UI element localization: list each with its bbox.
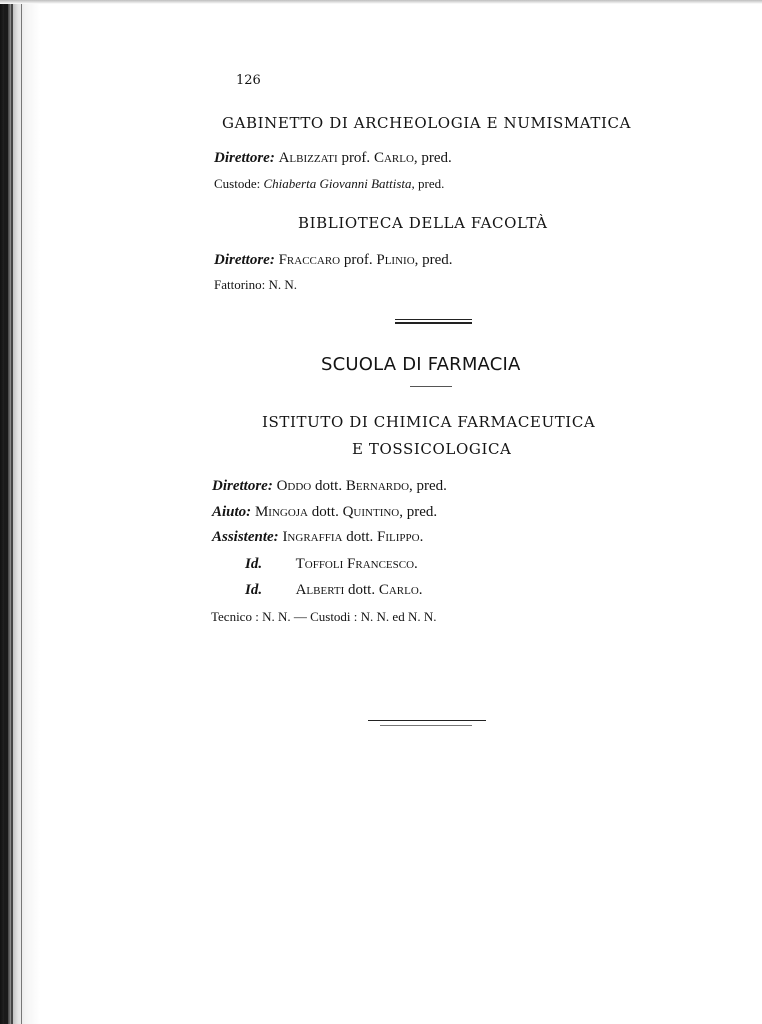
spine-edge	[21, 0, 22, 1024]
page-number: 126	[236, 73, 261, 88]
role-label: Custode:	[214, 176, 261, 191]
role-label: Assistente:	[212, 529, 279, 545]
separator-rule	[395, 322, 472, 324]
staff-title: prof.	[341, 150, 371, 166]
staff-firstname: Bernardo,	[345, 478, 413, 494]
role-label: Direttore:	[214, 252, 275, 268]
staff-note: pred.	[416, 478, 447, 494]
staff-name: N. N.	[268, 277, 298, 292]
spine-edge	[11, 0, 13, 1024]
spine-edge	[4, 0, 8, 1024]
staff-title: dott.	[315, 478, 343, 494]
staff-line-id-1	[245, 557, 418, 572]
staff-firstname: Filippo.	[377, 529, 424, 545]
staff-line-id-2	[245, 583, 423, 598]
staff-line-fattorino	[214, 278, 297, 291]
staff-firstname: Plinio,	[376, 252, 419, 268]
staff-name: Chiaberta Giovanni Battista,	[263, 176, 415, 191]
closing-rule	[380, 725, 472, 726]
staff-line-direttore-biblioteca	[214, 253, 453, 268]
school-title: SCUOLA DI FARMACIA	[321, 354, 521, 375]
staff-note: pred.	[421, 150, 452, 166]
staff-firstname: Carlo,	[373, 150, 418, 166]
staff-title: prof.	[343, 252, 373, 268]
page-top-edge	[0, 0, 762, 4]
role-label: Direttore:	[212, 478, 273, 494]
staff-line-direttore-gabinetto	[214, 151, 452, 166]
institute-heading-line2: E TOSSICOLOGICA	[352, 440, 512, 458]
staff-title: dott.	[346, 529, 374, 545]
staff-note: pred.	[418, 176, 445, 191]
separator-rule	[395, 319, 472, 320]
staff-title: dott.	[348, 582, 376, 598]
section-heading-biblioteca: BIBLIOTECA DELLA FACOLTÀ	[298, 214, 548, 232]
role-label: Aiuto:	[212, 504, 252, 520]
staff-firstname: Francesco.	[347, 556, 418, 572]
staff-firstname: Carlo.	[378, 582, 423, 598]
role-label: Fattorino:	[214, 277, 266, 292]
staff-line-tecnico-custodi: Tecnico : N. N. — Custodi : N. N. ed N. N.	[211, 609, 437, 624]
staff-surname: Ingraffia	[282, 529, 343, 545]
staff-line-custode	[214, 177, 444, 190]
closing-rule	[368, 720, 486, 721]
role-label: Id.	[245, 582, 263, 598]
staff-note: pred.	[406, 504, 438, 520]
staff-surname: Alberti	[295, 582, 345, 598]
role-label: Direttore:	[214, 150, 275, 166]
staff-title: dott.	[311, 504, 339, 520]
staff-surname: Albizzati	[278, 150, 338, 166]
staff-surname: Fraccaro	[278, 252, 341, 268]
staff-line-direttore-istituto	[212, 479, 447, 494]
staff-surname: Mingoja	[254, 504, 308, 520]
staff-firstname: Quintino,	[342, 504, 403, 520]
title-underline-rule	[410, 386, 452, 387]
staff-note: pred.	[422, 252, 453, 268]
staff-line-aiuto	[212, 505, 437, 520]
staff-line-assistente	[212, 530, 423, 545]
staff-surname: Toffoli	[295, 556, 344, 572]
staff-surname: Oddo	[276, 478, 312, 494]
institute-heading-line1: ISTITUTO DI CHIMICA FARMACEUTICA	[262, 413, 596, 431]
section-heading-gabinetto: GABINETTO DI ARCHEOLOGIA E NUMISMATICA	[222, 114, 632, 132]
role-label: Id.	[245, 556, 263, 572]
